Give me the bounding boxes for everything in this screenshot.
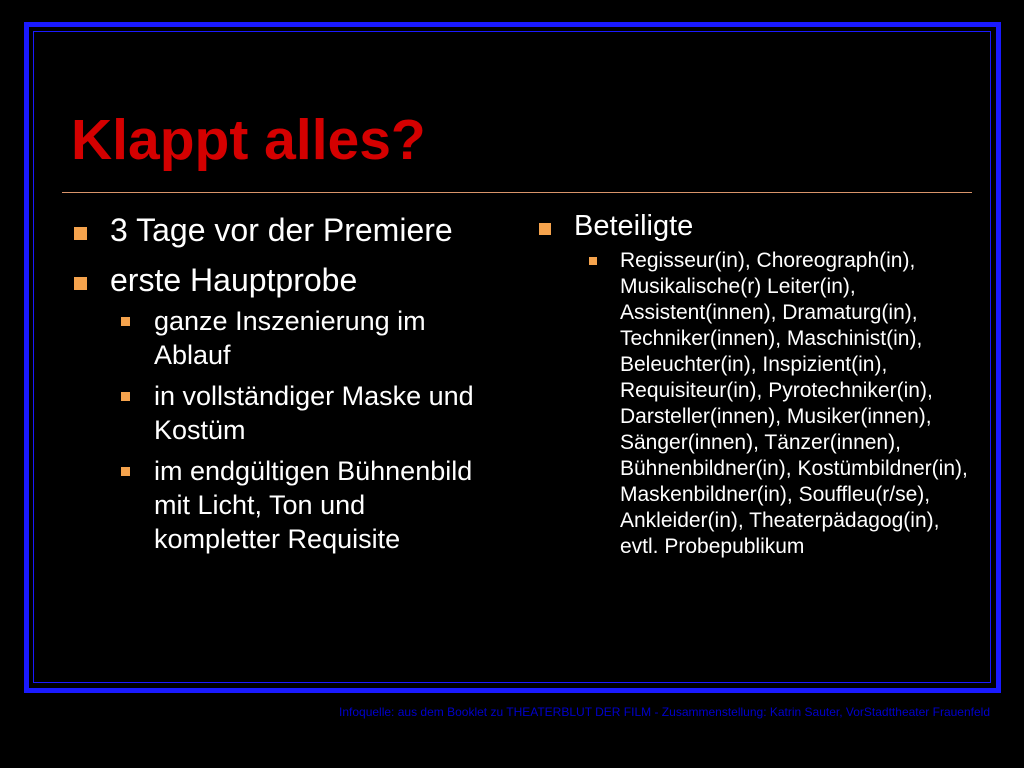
bullet-item (71, 260, 491, 556)
sub-bullet-text: in vollständiger Maske und Kostüm (154, 381, 474, 445)
source-footnote: Infoquelle: aus dem Booklet zu THEATERBLUT DER FILM - Zusammenstellung: Katrin Sauter, VorStadttheater Frauenfeld (339, 705, 990, 719)
bullet-text: erste Hauptprobe (110, 262, 358, 298)
title-divider (62, 192, 972, 193)
sub-bullet-item (574, 248, 976, 560)
bullet-item (536, 208, 976, 560)
sub-bullet-list (110, 304, 491, 556)
sub-bullet-item (110, 454, 491, 556)
sub-bullet-item (110, 304, 491, 372)
square-bullet-icon (74, 277, 87, 290)
left-bullet-list (71, 210, 491, 566)
square-bullet-icon (589, 257, 597, 265)
bullet-text: Beteiligte (574, 210, 694, 242)
sub-bullet-list (574, 248, 976, 560)
sub-bullet-text: im endgültigen Bühnenbild mit Licht, Ton und kompletter Requisite (154, 456, 473, 554)
slide-title: Klappt alles? (71, 108, 426, 172)
sub-bullet-item (110, 379, 491, 447)
square-bullet-icon (121, 467, 130, 476)
square-bullet-icon (121, 317, 130, 326)
square-bullet-icon (74, 227, 87, 240)
square-bullet-icon (121, 392, 130, 401)
bullet-text: 3 Tage vor der Premiere (110, 212, 453, 248)
sub-bullet-text: ganze Inszenierung im Ablauf (154, 306, 426, 370)
right-bullet-list (536, 208, 976, 564)
square-bullet-icon (539, 223, 551, 235)
sub-bullet-text: Regisseur(in), Choreograph(in), Musikalische(r) Leiter(in), Assistent(innen), Dramaturg(in), Techniker(innen), Maschinist(in), Beleuchter(in), Inspizient(in), Requisiteur(in), Pyrotechniker(in), Darsteller(innen), Musiker(innen), Sänger(innen), Tänzer(innen), Bühnenbildner(in), Kostümbildner(in), Maskenbildner(in), Souffleu(r/se), Ankleider(in), Theaterpädagog(in), evtl. Probepublikum (620, 249, 968, 558)
bullet-item (71, 210, 491, 250)
